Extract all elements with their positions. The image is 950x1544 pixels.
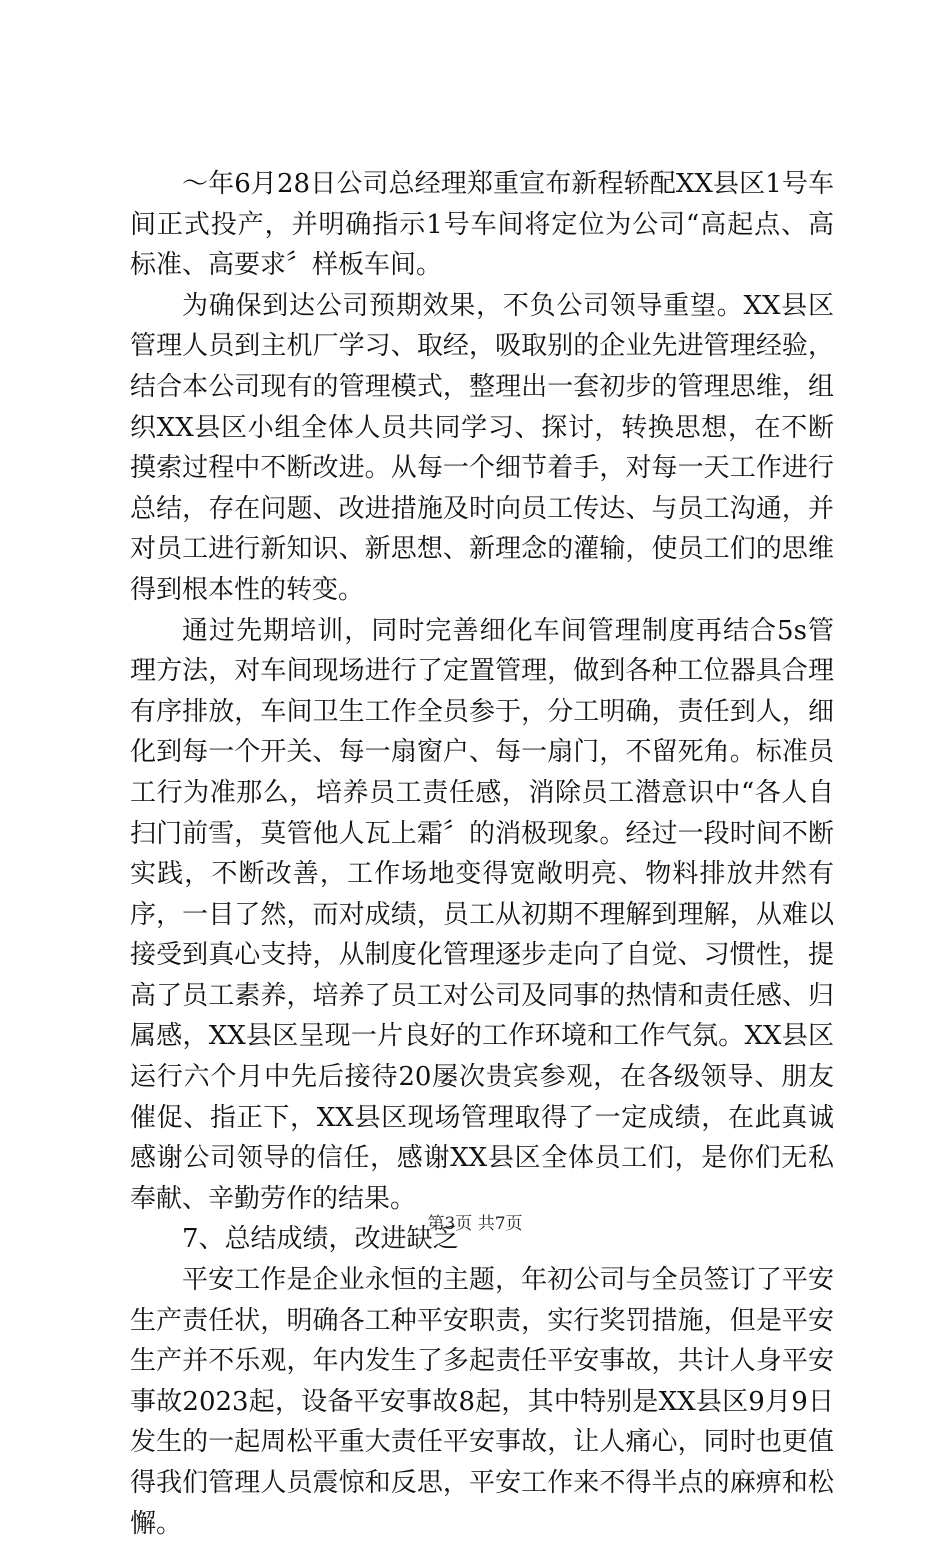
- paragraph-1: ～年6月28日公司总经理郑重宣布新程轿配XX县区1号车间正式投产，并明确指示1号车间将定位为公司“高起点、高标准、高要求〞样板车间。: [130, 169, 834, 281]
- paragraph-5: 平安工作是企业永恒的主题，年初公司与全员签订了平安生产责任状，明确各工种平安职责，实行奖罚措施，但是平安生产并不乐观，年内发生了多起责任平安事故，共计人身平安事故2023起，设备平安事故8起，其中特别是XX县区9月9日发生的一起周松平重大责任平安事故，让人痛心，同时也更值得我们管理人员震惊和反思，平安工作来不得半点的麻痹和松懈。: [130, 1265, 834, 1539]
- document-body: [130, 164, 834, 1544]
- page-footer: 第3页 共7页: [427, 1214, 523, 1234]
- paragraph-3: 通过先期培训，同时完善细化车间管理制度再结合5s管理方法，对车间现场进行了定置管理，做到各种工位器具合理有序排放，车间卫生工作全员参于，分工明确，责任到人，细化到每一个开关、每一扇窗户、每一扇门，不留死角。标准员工行为准那么，培养员工责任感，消除员工潜意识中“各人自扫门前雪，莫管他人瓦上霜〞的消极现象。经过一段时间不断实践，不断改善，工作场地变得宽敞明亮、物料排放井然有序，一目了然，而对成绩，员工从初期不理解到理解，从难以接受到真心支持，从制度化管理逐步走向了自觉、习惯性，提高了员工素养，培养了员工对公司及同事的热情和责任感、归属感，XX县区呈现一片良好的工作环境和工作气氛。XX县区运行六个月中先后接待20屡次贵宾参观，在各级领导、朋友催促、指正下，XX县区现场管理取得了一定成绩，在此真诚感谢公司领导的信任，感谢XX县区全体员工们，是你们无私奉献、辛勤劳作的结果。: [130, 615, 834, 1214]
- section-heading: 7、总结成绩，改进缺乏: [182, 1224, 459, 1255]
- paragraph-2: 为确保到达公司预期效果，不负公司领导重望。XX县区管理人员到主机厂学习、取经，吸取别的企业先进管理经验，结合本公司现有的管理模式，整理出一套初步的管理思维，组织XX县区小组全体人员共同学习、探讨，转换思想，在不断摸索过程中不断改进。从每一个细节着手，对每一天工作进行总结，存在问题、改进措施及时向员工传达、与员工沟通，并对员工进行新知识、新思想、新理念的灌输，使员工们的思维得到根本性的转变。: [130, 290, 834, 605]
